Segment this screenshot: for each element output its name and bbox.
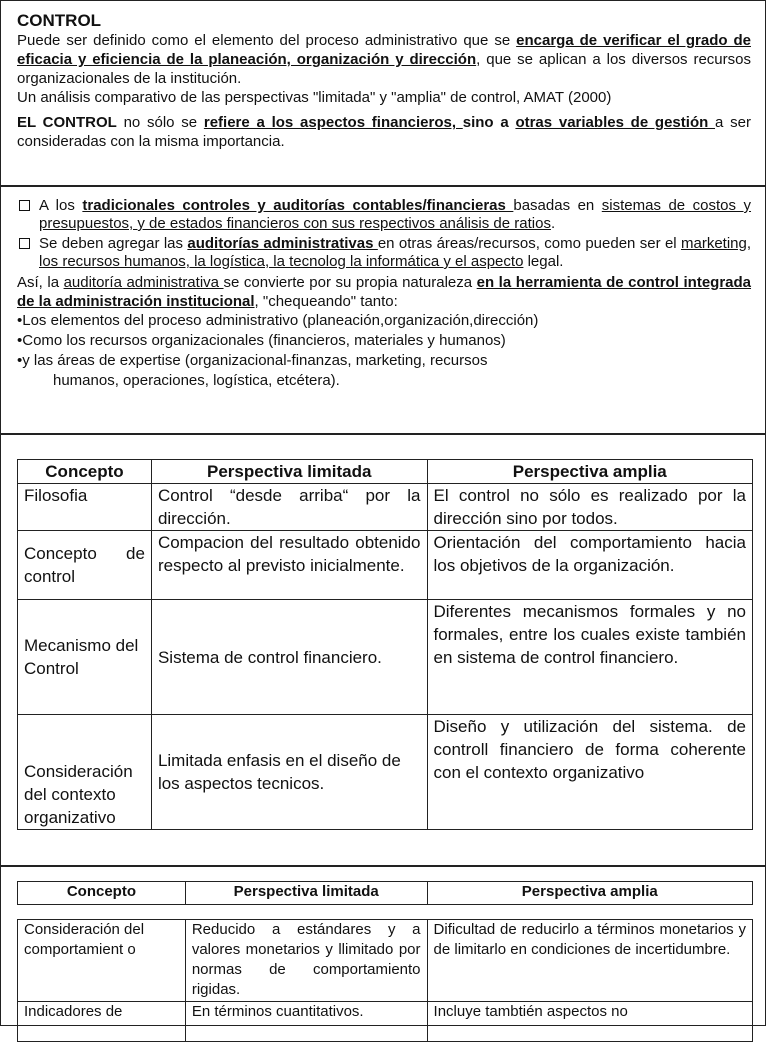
table-cell: Mecanismo del Control [18, 600, 152, 715]
checkbox-bullet-icon [19, 238, 30, 249]
column-header: Perspectiva limitada [151, 460, 427, 484]
table-cell: Diferentes mecanismos formales y no formales, entre los cuales existe también en sistema de control financiero. [427, 600, 753, 715]
table-cell: Dificultad de reducirlo a términos monetarios y de limitarlo en condiciones de incertidumbre. [427, 920, 752, 1002]
table-cell: Incluye tambtién aspectos no [427, 1002, 752, 1042]
table-row [18, 531, 753, 600]
list-item: •Los elementos del proceso administrativo (planeación,organización,dirección) [17, 312, 539, 329]
list-item: Se deben agregar las auditorías administrativas en otras áreas/recursos, como pueden ser el marketing, los recursos humanos, la logística, la tecnolog la informática y el aspecto legal. [17, 235, 751, 271]
table-cell: Consideración del comportamient o [18, 920, 186, 1002]
column-header: Concepto [18, 882, 186, 905]
comparison-table-section-1 [0, 434, 766, 866]
column-header: Perspectiva amplia [427, 882, 752, 905]
table-row [18, 715, 753, 830]
list-item: •y las áreas de expertise (organizacional-finanzas, marketing, recursos humanos, operaciones, logística, etcétera). [17, 352, 488, 389]
audit-bullets [17, 197, 751, 271]
table-row [18, 600, 753, 715]
table-row [18, 484, 753, 531]
comparison-table [17, 881, 753, 1042]
table-row [18, 1002, 753, 1042]
table-cell: Reducido a estándares y a valores monetarios y llimitado por normas de comportamiento rigidas. [185, 920, 427, 1002]
column-header: Perspectiva amplia [427, 460, 753, 484]
el-control-paragraph: EL CONTROL no sólo se refiere a los aspectos financieros, sino a otras variables de gestión a ser consideradas con la misma importancia. [17, 114, 751, 150]
table-cell: En términos cuantitativos. [185, 1002, 427, 1042]
table-cell: Concepto de control [18, 531, 152, 600]
table-cell: El control no sólo es realizado por la dirección sino por todos. [427, 484, 753, 531]
table-row [18, 920, 753, 1002]
list-item: A los tradicionales controles y auditorías contables/financieras basadas en sistemas de costos y presupuestos, y de estados financieros con sus respectivos análisis de ratios. [17, 197, 751, 233]
table-cell: Limitada enfasis en el diseño de los aspectos tecnicos. [151, 715, 427, 830]
table-cell: Consideración del contexto organizativo [18, 715, 152, 830]
table-cell: Orientación del comportamiento hacia los objetivos de la organización. [427, 531, 753, 600]
intro-section [0, 0, 766, 186]
table-cell: Diseño y utilización del sistema. de controll financiero de forma coherente con el contexto organizativo [427, 715, 753, 830]
table-spacer [18, 905, 753, 920]
audit-paragraph: Así, la auditoría administrativa se convierte por su propia naturaleza en la herramienta de control integrada de la administración institucional, "chequeando" tanto: [17, 274, 752, 310]
audit-section [0, 186, 766, 434]
analysis-paragraph: Un análisis comparativo de las perspectivas "limitada" y "amplia" de control, AMAT (2000) [17, 89, 612, 106]
comparison-table [17, 459, 753, 830]
definition-paragraph: Puede ser definido como el elemento del proceso administrativo que se encarga de verificar el grado de eficacia y eficiencia de la planeación, organización y dirección, que se aplican a los diversos recursos organizacionales de la institución. [17, 32, 751, 87]
table-cell: Filosofia [18, 484, 152, 531]
table-header-row [18, 460, 753, 484]
table-cell: Compacion del resultado obtenido respecto al previsto inicialmente. [151, 531, 427, 600]
table-header-row [18, 882, 753, 905]
column-header: Perspectiva limitada [185, 882, 427, 905]
comparison-table-section-2 [0, 866, 766, 1026]
table-cell: Indicadores de [18, 1002, 186, 1042]
checkbox-bullet-icon [19, 200, 30, 211]
table-cell: Sistema de control financiero. [151, 600, 427, 715]
table-cell: Control “desde arriba“ por la dirección. [151, 484, 427, 531]
list-item: •Como los recursos organizacionales (financieros, materiales y humanos) [17, 332, 506, 349]
section-title: CONTROL [17, 11, 102, 30]
column-header: Concepto [18, 460, 152, 484]
